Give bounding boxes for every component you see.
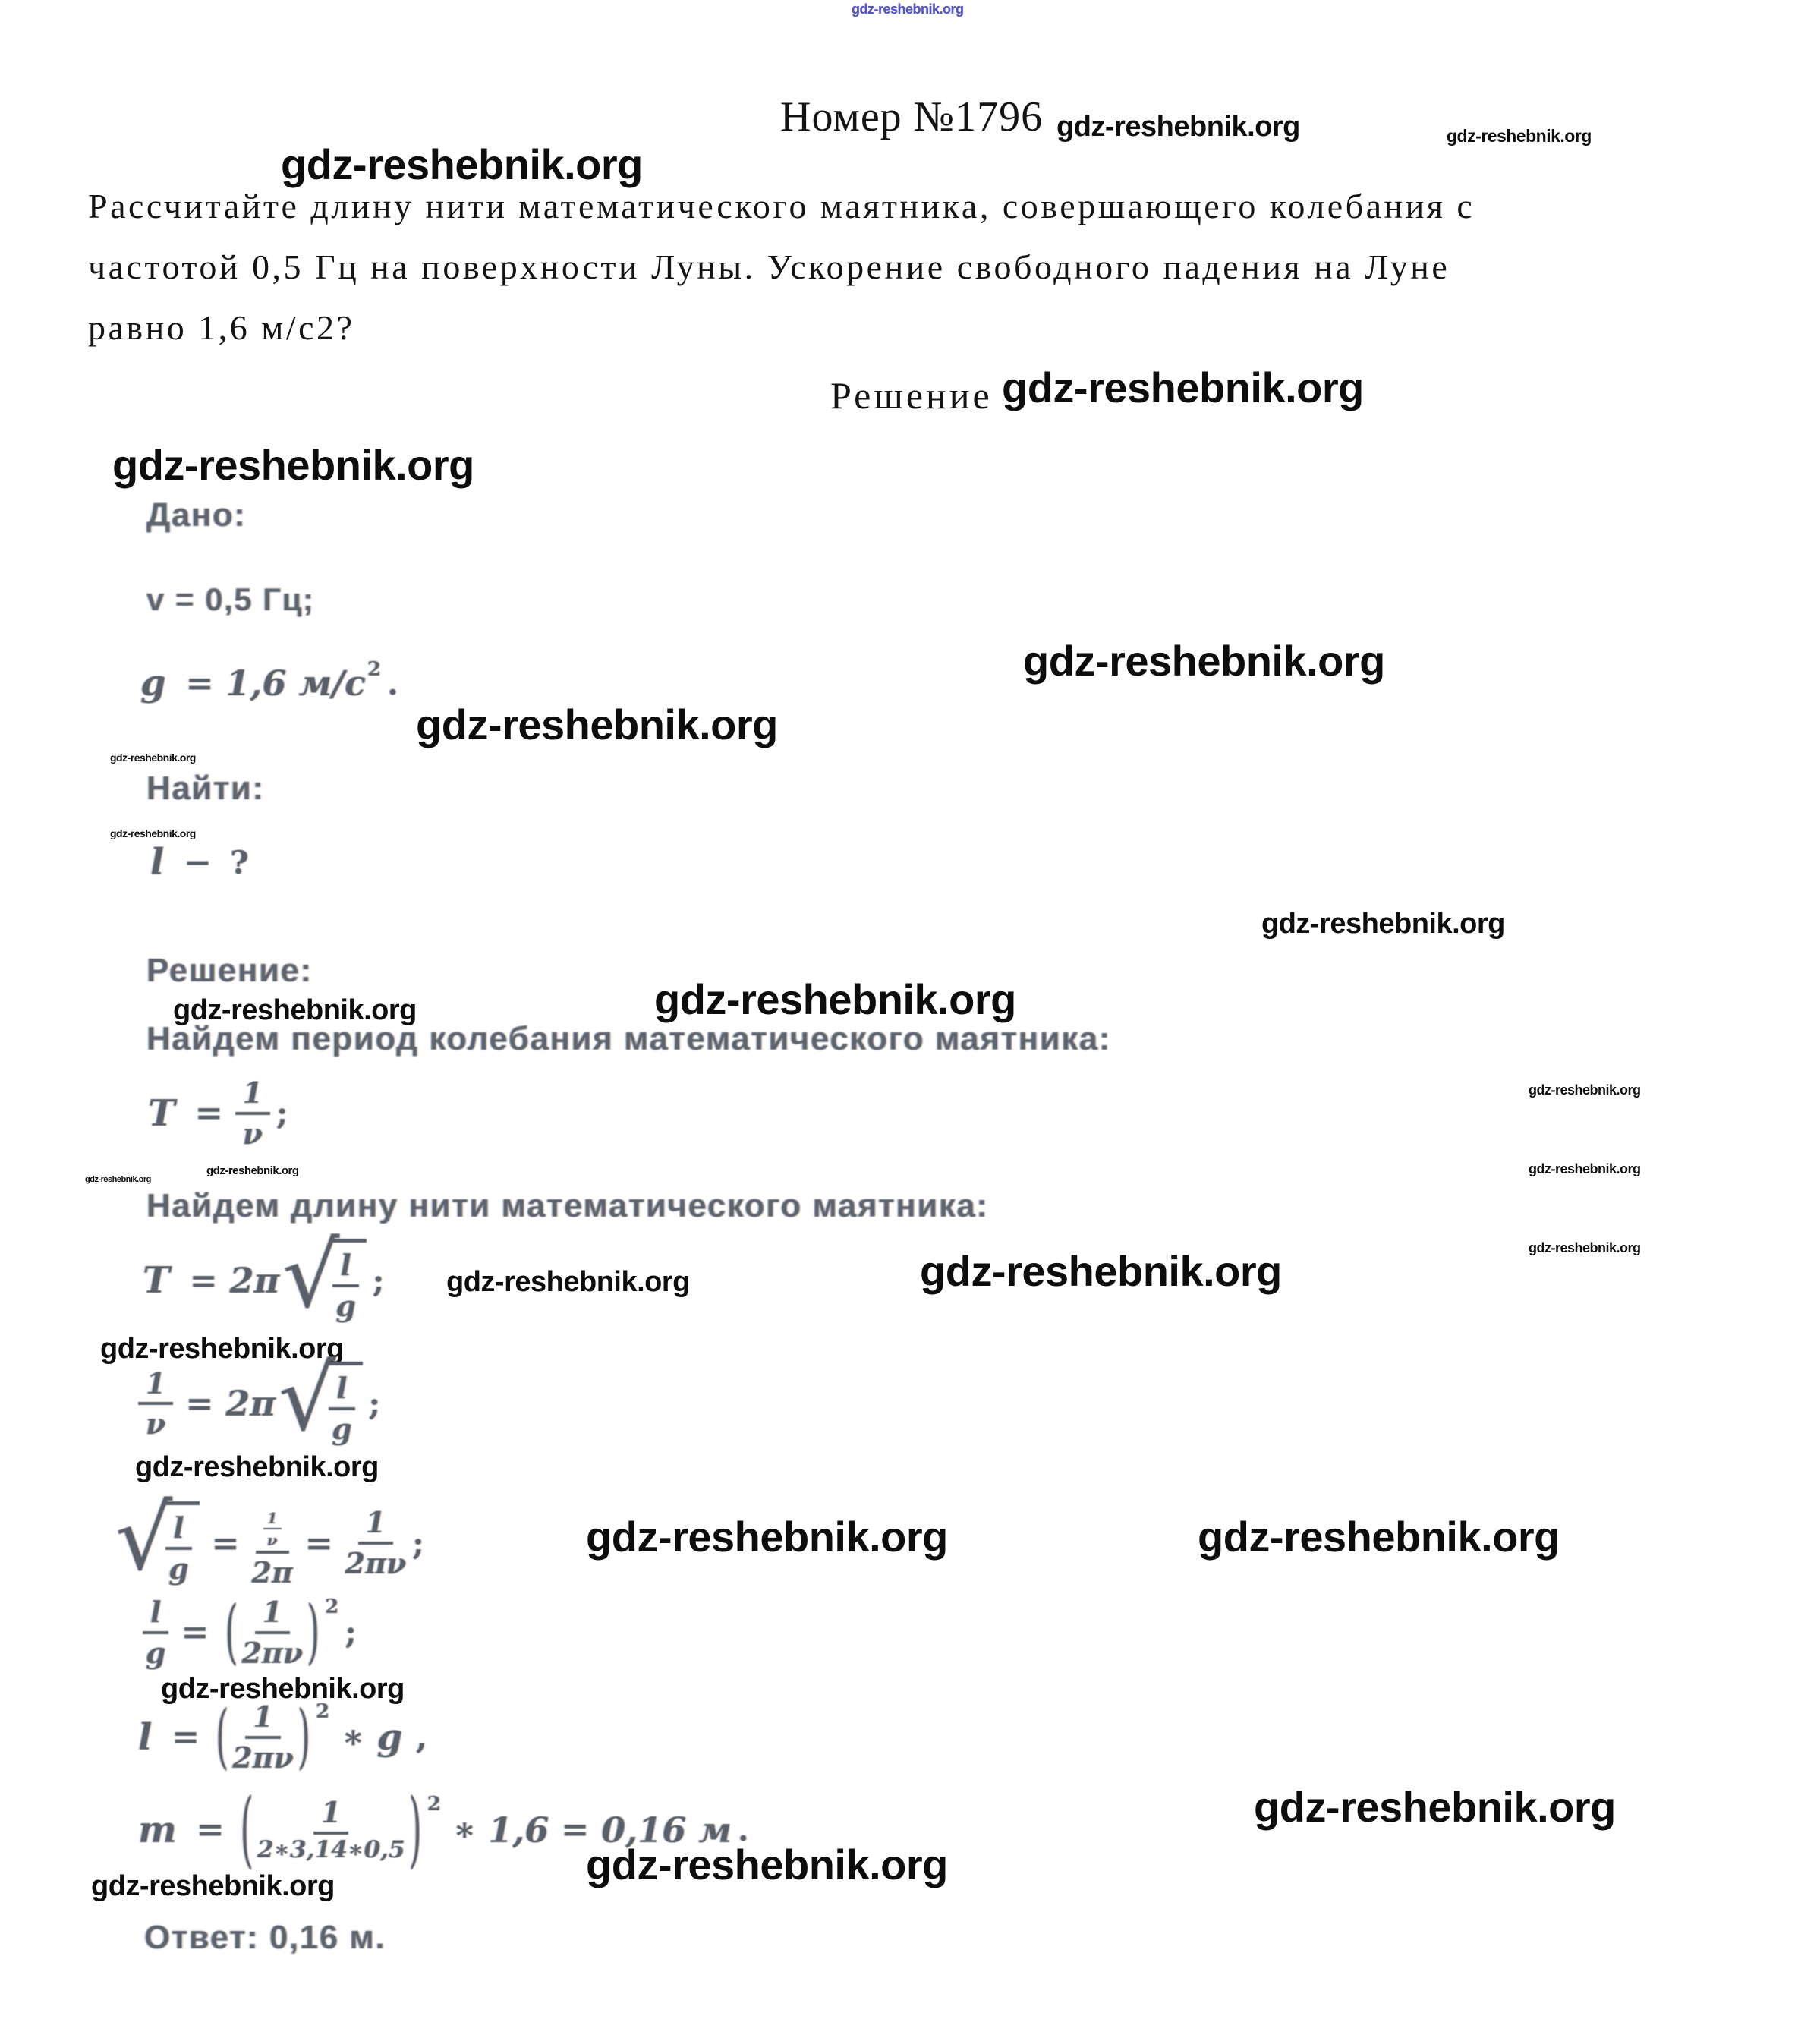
denominator: 2πν [232, 1740, 294, 1775]
square-root [279, 1346, 363, 1451]
numerator: 1 [245, 1700, 280, 1739]
close-paren: ) [297, 1696, 311, 1778]
watermark: gdz-reshebnik.org [1529, 1082, 1641, 1098]
formula-period [148, 1076, 288, 1150]
watermark: gdz-reshebnik.org [1447, 126, 1592, 146]
formula-given-g [140, 658, 398, 704]
solution-heading: Решение [830, 374, 993, 417]
multiply-sign: ∗ [452, 1810, 477, 1850]
watermark: gdz-reshebnik.org [110, 751, 196, 764]
formula-length [138, 1696, 427, 1778]
mini-fraction [263, 1510, 282, 1548]
watermark: gdz-reshebnik.org [586, 1841, 948, 1888]
watermark: gdz-reshebnik.org [654, 975, 1016, 1023]
denominator: 2∗3,14∗0,5 [257, 1835, 405, 1863]
fraction [345, 1506, 407, 1580]
numerator: l [329, 1372, 354, 1410]
equals-sign: = [194, 1094, 223, 1133]
equals-sign: = [172, 1718, 200, 1757]
formula-lg-squared [143, 1592, 357, 1674]
find-label: Найти: [146, 770, 265, 807]
multiply-sign: ∗ [342, 1718, 365, 1757]
result-value: 0,16 м [601, 1809, 732, 1851]
solution-label: Решение: [146, 952, 313, 989]
watermark: gdz-reshebnik.org [85, 1175, 151, 1184]
equals-sign: = [185, 663, 214, 703]
watermark: gdz-reshebnik.org [920, 1247, 1282, 1295]
punctuation: . [387, 664, 398, 702]
open-paren: ( [225, 1592, 238, 1674]
watermark: gdz-reshebnik.org [1261, 908, 1505, 940]
watermark: gdz-reshebnik.org [161, 1673, 405, 1705]
watermark: gdz-reshebnik.org [112, 441, 474, 489]
fraction [143, 1595, 168, 1669]
radical-icon: √ [279, 1346, 336, 1451]
numerator: 1 [358, 1506, 393, 1545]
numerator: 1 [255, 1595, 290, 1634]
fraction [241, 1595, 303, 1669]
punctuation: ; [345, 1614, 357, 1652]
equals-sign: = [211, 1523, 240, 1563]
equals-sign: = [189, 1261, 218, 1300]
equals-sign: = [561, 1810, 590, 1850]
problem-line: частотой 0,5 Гц на поверхности Луны. Ускорение свободного падения на Луне [88, 247, 1450, 286]
numerator: 1 [313, 1796, 348, 1835]
denominator: 2πν [345, 1546, 407, 1581]
equals-sign: = [304, 1523, 333, 1563]
math-symbol: l [150, 841, 165, 884]
punctuation: ; [276, 1095, 288, 1132]
formula-pendulum-period [143, 1223, 385, 1328]
watermark: gdz-reshebnik.org [1002, 364, 1364, 411]
page-title: Номер №1796 [780, 93, 1044, 140]
watermark: gdz-reshebnik.org [100, 1333, 344, 1365]
denominator: ν [242, 1116, 263, 1151]
denominator: g [332, 1411, 352, 1446]
punctuation: , [416, 1718, 427, 1756]
watermark: gdz-reshebnik.org [416, 701, 778, 748]
fraction [235, 1076, 270, 1150]
fraction [138, 1367, 173, 1441]
superscript: 2 [325, 1595, 339, 1618]
fraction [252, 1497, 293, 1589]
square-root [115, 1485, 200, 1590]
formula-find [150, 841, 249, 884]
math-symbol: T [143, 1259, 170, 1302]
watermark: gdz-reshebnik.org [1198, 1513, 1560, 1561]
denominator: 2πν [241, 1635, 304, 1670]
superscript: 2 [316, 1699, 330, 1723]
open-paren: ( [240, 1781, 253, 1879]
math-value: 1,6 [488, 1809, 549, 1851]
solution-step-text: Найдем длину нити математического маятника: [146, 1187, 989, 1224]
denominator: 2π [251, 1555, 293, 1590]
problem-line: равно 1,6 м/с2? [88, 308, 355, 347]
punctuation: ; [368, 1384, 381, 1422]
math-symbol: l [138, 1715, 153, 1759]
watermark: gdz-reshebnik.org [91, 1870, 335, 1902]
math-symbol: m [138, 1808, 177, 1851]
problem-text [88, 176, 1475, 358]
math-symbol: g [140, 662, 166, 704]
watermark: gdz-reshebnik.org [135, 1451, 379, 1483]
punctuation: . [738, 1811, 749, 1849]
watermark: gdz-reshebnik.org [1254, 1783, 1616, 1831]
fraction [165, 1511, 191, 1585]
watermark: gdz-reshebnik.org [852, 2, 964, 17]
watermark: gdz-reshebnik.org [1056, 111, 1300, 143]
watermark: gdz-reshebnik.org [206, 1164, 299, 1177]
watermark: gdz-reshebnik.org [586, 1513, 948, 1561]
coefficient: 2π [225, 1383, 276, 1425]
math-value: 1,6 м/с [225, 663, 367, 704]
numerator: l [332, 1249, 358, 1287]
denominator: g [335, 1288, 356, 1323]
denominator: ν [146, 1406, 166, 1441]
math-symbol: g [376, 1715, 403, 1759]
fraction [329, 1372, 354, 1445]
denominator: ν [266, 1530, 278, 1549]
denominator: g [145, 1635, 166, 1670]
coefficient: 2π [229, 1260, 280, 1302]
fraction [232, 1700, 294, 1774]
question-mark: ? [230, 843, 249, 881]
numerator: 1 [138, 1367, 173, 1406]
close-paren: ) [408, 1781, 422, 1879]
numerator: 1 [235, 1076, 270, 1115]
punctuation: ; [412, 1524, 424, 1562]
close-paren: ) [307, 1592, 320, 1674]
radical-icon: √ [282, 1223, 340, 1328]
math-symbol: T [148, 1091, 175, 1135]
fraction [332, 1249, 358, 1322]
equals-sign: = [185, 1384, 214, 1423]
watermark: gdz-reshebnik.org [446, 1266, 690, 1298]
equals-sign: = [181, 1613, 209, 1652]
watermark: gdz-reshebnik.org [1529, 1240, 1641, 1255]
numerator: l [165, 1511, 191, 1550]
watermark: gdz-reshebnik.org [281, 140, 643, 188]
numerator: l [143, 1595, 168, 1634]
open-paren: ( [216, 1696, 229, 1778]
problem-line: Рассчитайте длину нити математического маятника, совершающего колебания с [88, 187, 1475, 225]
solution-step-text: Найдем период колебания математического маятника: [146, 1020, 1111, 1057]
watermark: gdz-reshebnik.org [110, 827, 196, 839]
equals-sign: = [196, 1810, 225, 1850]
answer-text: Ответ: 0,16 м. [144, 1919, 386, 1956]
numerator [256, 1497, 289, 1554]
formula-sqrt-equation [112, 1485, 424, 1590]
punctuation: ; [372, 1262, 385, 1299]
numerator: 1 [263, 1510, 282, 1529]
given-label: Дано: [146, 496, 247, 534]
denominator: g [168, 1551, 189, 1586]
dash: − [184, 843, 213, 882]
formula-numeric-result [138, 1781, 749, 1879]
radical-icon: √ [115, 1485, 173, 1590]
given-frequency: v = 0,5 Гц; [146, 581, 315, 617]
fraction [257, 1796, 405, 1864]
square-root [282, 1223, 367, 1328]
superscript: 2 [367, 658, 382, 681]
watermark: gdz-reshebnik.org [173, 994, 417, 1026]
watermark: gdz-reshebnik.org [1023, 637, 1385, 685]
watermark: gdz-reshebnik.org [1529, 1161, 1641, 1176]
superscript: 2 [427, 1792, 441, 1816]
